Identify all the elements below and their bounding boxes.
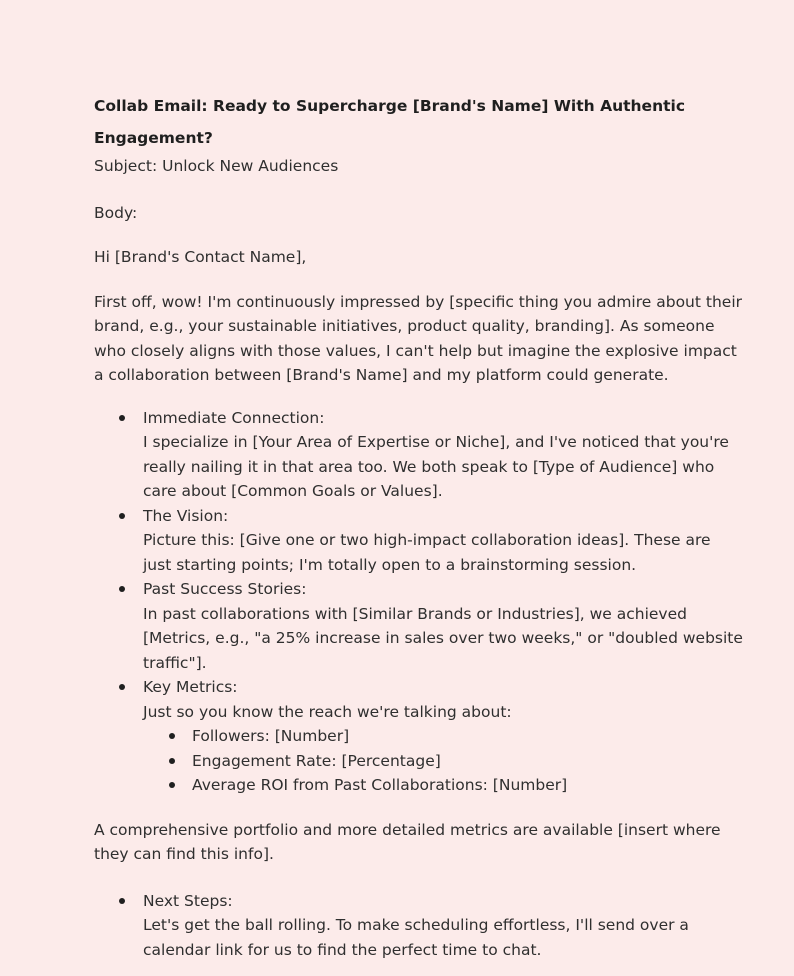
point-heading-success: Past Success Stories: — [143, 580, 307, 598]
body-label: Body: — [94, 203, 138, 222]
metric-followers: Followers: [Number] — [143, 724, 734, 749]
metrics-list — [143, 724, 734, 798]
pitch-points-list — [94, 406, 743, 798]
list-item — [94, 889, 734, 963]
list-item — [94, 406, 734, 504]
next-steps-text: Let's get the ball rolling. To make scheduling effortless, I'll send over a calendar link for us to find the perfect time to chat. — [143, 916, 689, 959]
portfolio-paragraph: A comprehensive portfolio and more detailed metrics are available [insert where they can find this info]. — [94, 820, 721, 863]
intro-paragraph: First off, wow! I'm continuously impressed by [specific thing you admire about their brand, e.g., your sustainable initiatives, product quality, branding]. As someone who closely aligns with those values, I can't help but imagine the explosive impact a collaboration between [Brand's Name] and my platform could generate. — [94, 292, 742, 384]
list-item — [94, 577, 743, 675]
point-heading-metrics: Key Metrics: — [143, 678, 238, 696]
list-item — [94, 675, 734, 798]
greeting: Hi [Brand's Contact Name], — [94, 248, 307, 266]
next-steps-list — [94, 889, 734, 963]
point-text-success: In past collaborations with [Similar Brands or Industries], we achieved [Metrics, e.g., "a 25% increase in sales over two weeks," or "doubled website traffic"]. — [143, 604, 743, 672]
point-text-connection: I specialize in [Your Area of Expertise or Niche], and I've noticed that you're really nailing it in that area too. We both speak to [Type of Audience] who care about [Common Goals or Values]. — [143, 433, 729, 500]
list-item — [94, 504, 734, 578]
metric-engagement-rate: Engagement Rate: [Percentage] — [143, 749, 734, 774]
document-title: Collab Email: Ready to Supercharge [Brand's Name] With Authentic Engagement? — [94, 97, 686, 147]
point-text-metrics: Just so you know the reach we're talking about: — [143, 702, 512, 721]
next-steps-heading: Next Steps: — [143, 891, 233, 910]
email-subject: Subject: Unlock New Audiences — [94, 157, 339, 175]
metric-average-roi: Average ROI from Past Collaborations: [Number] — [143, 773, 734, 798]
point-heading-vision: The Vision: — [143, 506, 229, 525]
point-heading-connection: Immediate Connection: — [143, 408, 325, 427]
point-text-vision: Picture this: [Give one or two high-impact collaboration ideas]. These are just starting points; I'm totally open to a brainstorming session. — [143, 531, 711, 574]
